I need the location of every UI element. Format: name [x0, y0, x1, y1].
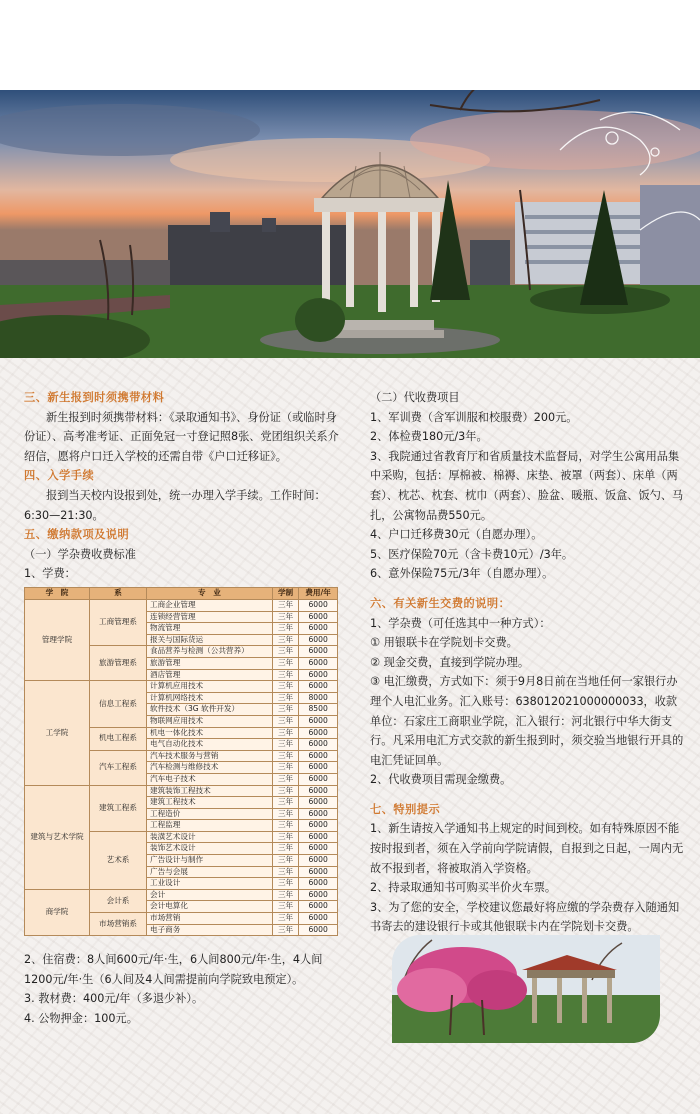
dept-cell: 信息工程系: [90, 681, 147, 727]
pavilion-blossom-photo: [392, 935, 660, 1043]
dept-cell: 市场营销系: [90, 913, 147, 936]
section-5-title: 五、缴纳款项及说明: [24, 528, 130, 542]
section-4-hours: 6:30—21:30。: [24, 508, 104, 522]
duration-cell: 三年: [272, 715, 298, 727]
section-4-title: 四、入学手续: [24, 469, 95, 483]
major-cell: 物流管理: [147, 623, 273, 635]
fee-cell: 6000: [299, 843, 338, 855]
duration-cell: 三年: [272, 704, 298, 716]
fee-cell: 6000: [299, 855, 338, 867]
major-cell: 食品营养与检测（公共营养）: [147, 646, 273, 658]
duration-cell: 三年: [272, 657, 298, 669]
tuition-label: 1、学费：: [24, 567, 76, 581]
duration-cell: 三年: [272, 797, 298, 809]
duration-cell: 三年: [272, 727, 298, 739]
campus-scene-illustration: [0, 90, 700, 358]
major-cell: 软件技术（3G 软件开发）: [147, 704, 273, 716]
duration-cell: 三年: [272, 646, 298, 658]
top-blank-area: [0, 0, 700, 90]
notice-item: 3、为了您的安全，学校建议您最好将应缴的学杂费存入随通知书寄去的建设银行卡或其他银联卡内在学院划卡交费。: [370, 900, 680, 934]
fee-cell: 6000: [299, 831, 338, 843]
duration-cell: 三年: [272, 855, 298, 867]
major-cell: 工程造价: [147, 808, 273, 820]
header-major: 专 业: [147, 588, 273, 600]
major-cell: 计算机应用技术: [147, 681, 273, 693]
fee-cell: 6000: [299, 646, 338, 658]
dormitory-fee: 2、住宿费：8人间600元/年·生，6人间800元/年·生，4人间1200元/年·生（6人间及4人间需提前向学院致电预定）。: [24, 953, 323, 986]
collection-item: 6、意外保险75元/3年（自愿办理）。: [370, 567, 554, 581]
fee-cell: 6000: [299, 878, 338, 890]
duration-cell: 三年: [272, 739, 298, 751]
fee-cell: 6000: [299, 750, 338, 762]
section-3-text: 新生报到时须携带材料：《录取通知书》、身份证（或临时身份证）、高考准考证、正面免冠一寸登记照8张、党团组织关系介绍信，愿将户口迁入学校的还需自带《户口迁移证》。: [24, 410, 339, 463]
fee-cell: 6000: [299, 785, 338, 797]
collection-item: 5、医疗保险70元（含卡费10元）/3年。: [370, 547, 574, 561]
duration-cell: 三年: [272, 681, 298, 693]
collection-item: 4、户口迁移费30元（自愿办理）。: [370, 528, 543, 542]
major-cell: 广告设计与制作: [147, 855, 273, 867]
left-column-after-table: [24, 950, 340, 1028]
notice-item: 1、新生请按入学通知书上规定的时间到校。如有特殊原因不能按时报到者，须在入学前向学院请假，自报到之日起，一周内无故不报到者，将被取消入学资格。: [370, 822, 684, 875]
duration-cell: 三年: [272, 831, 298, 843]
fee-cell: 6000: [299, 820, 338, 832]
deposit-fee: 4. 公物押金：100元。: [24, 1011, 138, 1025]
major-cell: 旅游管理: [147, 657, 273, 669]
duration-cell: 三年: [272, 866, 298, 878]
college-cell: 工学院: [25, 681, 90, 785]
major-cell: 装饰艺术设计: [147, 843, 273, 855]
duration-cell: 三年: [272, 924, 298, 936]
fee-cell: 6000: [299, 866, 338, 878]
fee-cell: 6000: [299, 669, 338, 681]
dept-cell: 工商管理系: [90, 600, 147, 646]
duration-cell: 三年: [272, 692, 298, 704]
fee-cell: 6000: [299, 657, 338, 669]
collection-item: 1、军训费（含军训服和校服费）200元。: [370, 410, 578, 424]
college-cell: 建筑与艺术学院: [25, 785, 90, 889]
payment-item: 1、学杂费（可任选其中一种方式）：: [370, 616, 551, 630]
major-cell: 机电一体化技术: [147, 727, 273, 739]
pavilion-illustration: [392, 935, 660, 1043]
section-7-title: 七、特别提示: [370, 802, 441, 816]
major-cell: 会计电算化: [147, 901, 273, 913]
fee-cell: 6000: [299, 797, 338, 809]
fee-cell: 6000: [299, 901, 338, 913]
duration-cell: 三年: [272, 762, 298, 774]
table-row: [25, 600, 338, 612]
fee-cell: 8000: [299, 692, 338, 704]
duration-cell: 三年: [272, 808, 298, 820]
dept-cell: 汽车工程系: [90, 750, 147, 785]
fee-cell: 6000: [299, 611, 338, 623]
duration-cell: 三年: [272, 600, 298, 612]
major-cell: 汽车检测与维修技术: [147, 762, 273, 774]
fee-cell: 6000: [299, 808, 338, 820]
fee-cell: 6000: [299, 913, 338, 925]
dept-cell: 旅游管理系: [90, 646, 147, 681]
fee-cell: 6000: [299, 600, 338, 612]
major-cell: 广告与会展: [147, 866, 273, 878]
major-cell: 电子商务: [147, 924, 273, 936]
duration-cell: 三年: [272, 878, 298, 890]
major-cell: 建筑装饰工程技术: [147, 785, 273, 797]
section-3-title: 三、新生报到时须携带材料: [24, 391, 165, 404]
major-cell: 报关与国际货运: [147, 634, 273, 646]
header-fee: 费用/年: [299, 588, 338, 600]
dept-cell: 建筑工程系: [90, 785, 147, 831]
dept-cell: 艺术系: [90, 831, 147, 889]
payment-item: 2、代收费项目需现金缴费。: [370, 773, 512, 787]
major-cell: 物联网应用技术: [147, 715, 273, 727]
textbook-fee: 3. 教材费：400元/年（多退少补）。: [24, 992, 204, 1006]
college-cell: 商学院: [25, 889, 90, 935]
campus-sunset-photo: [0, 90, 700, 358]
duration-cell: 三年: [272, 611, 298, 623]
duration-cell: 三年: [272, 634, 298, 646]
table-row: [25, 681, 338, 693]
fee-cell: 6000: [299, 681, 338, 693]
table-header-row: [25, 588, 338, 600]
payment-item: ③ 电汇缴费，方式如下：须于9月8日前在当地任何一家银行办理个人电汇业务。汇入账号：638012021000000033，收款单位：石家庄工商职业学院，汇入银行：河北银行中华大街支行。凡采用电汇方式交款的新生报到时，须交验当地银行开具的电汇凭证回单。: [370, 675, 684, 767]
header-college: 学 院: [25, 588, 90, 600]
fee-cell: 6000: [299, 634, 338, 646]
section-5-subtitle: （一）学杂费收费标准: [24, 547, 136, 561]
notice-item: 2、持录取通知书可购买半价火车票。: [370, 881, 557, 895]
header-duration: 学制: [272, 588, 298, 600]
section-4-text: 报到当天校内设报到处，统一办理入学手续。工作时间：: [46, 488, 326, 502]
dept-cell: 机电工程系: [90, 727, 147, 750]
fee-cell: 8500: [299, 704, 338, 716]
collection-subtitle: （二）代收费项目: [370, 391, 460, 404]
major-cell: 市场营销: [147, 913, 273, 925]
payment-item: ① 用银联卡在学院划卡交费。: [370, 636, 518, 650]
major-cell: 汽车电子技术: [147, 773, 273, 785]
major-cell: 电气自动化技术: [147, 739, 273, 751]
duration-cell: 三年: [272, 913, 298, 925]
table-body: [25, 600, 338, 936]
table-row: [25, 889, 338, 901]
table-row: [25, 785, 338, 797]
duration-cell: 三年: [272, 773, 298, 785]
duration-cell: 三年: [272, 889, 298, 901]
major-cell: 工业设计: [147, 878, 273, 890]
dept-cell: 会计系: [90, 889, 147, 912]
major-cell: 汽车技术服务与营销: [147, 750, 273, 762]
fee-cell: 6000: [299, 773, 338, 785]
college-cell: 管理学院: [25, 600, 90, 681]
major-cell: 建筑工程技术: [147, 797, 273, 809]
header-dept: 系: [90, 588, 147, 600]
right-column: [370, 388, 688, 937]
duration-cell: 三年: [272, 750, 298, 762]
duration-cell: 三年: [272, 820, 298, 832]
duration-cell: 三年: [272, 785, 298, 797]
major-cell: 工商企业管理: [147, 600, 273, 612]
duration-cell: 三年: [272, 843, 298, 855]
section-6-title: 六、有关新生交费的说明：: [370, 596, 511, 610]
major-cell: 工程监理: [147, 820, 273, 832]
major-cell: 装潢艺术设计: [147, 831, 273, 843]
payment-item: ② 现金交费，直接到学院办理。: [370, 655, 530, 669]
left-column: [24, 388, 346, 584]
fee-cell: 6000: [299, 739, 338, 751]
fee-cell: 6000: [299, 762, 338, 774]
fee-cell: 6000: [299, 889, 338, 901]
fee-cell: 6000: [299, 924, 338, 936]
collection-item: 3、我院通过省教育厅和省质量技术监督局，对学生公寓用品集中采购，包括：厚棉被、棉褥、床垫、被罩（两套）、床单（两套）、枕芯、枕套、枕巾（两套）、脸盆、暖瓶、饭盒、饭勺、马扎，公寓物品费550元。: [370, 449, 684, 522]
duration-cell: 三年: [272, 623, 298, 635]
major-cell: 会计: [147, 889, 273, 901]
major-cell: 计算机网络技术: [147, 692, 273, 704]
duration-cell: 三年: [272, 901, 298, 913]
tuition-fee-table: [24, 587, 338, 936]
fee-cell: 6000: [299, 727, 338, 739]
duration-cell: 三年: [272, 669, 298, 681]
collection-item: 2、体检费180元/3年。: [370, 430, 488, 444]
fee-cell: 6000: [299, 715, 338, 727]
major-cell: 酒店管理: [147, 669, 273, 681]
major-cell: 连锁经营管理: [147, 611, 273, 623]
fee-cell: 6000: [299, 623, 338, 635]
